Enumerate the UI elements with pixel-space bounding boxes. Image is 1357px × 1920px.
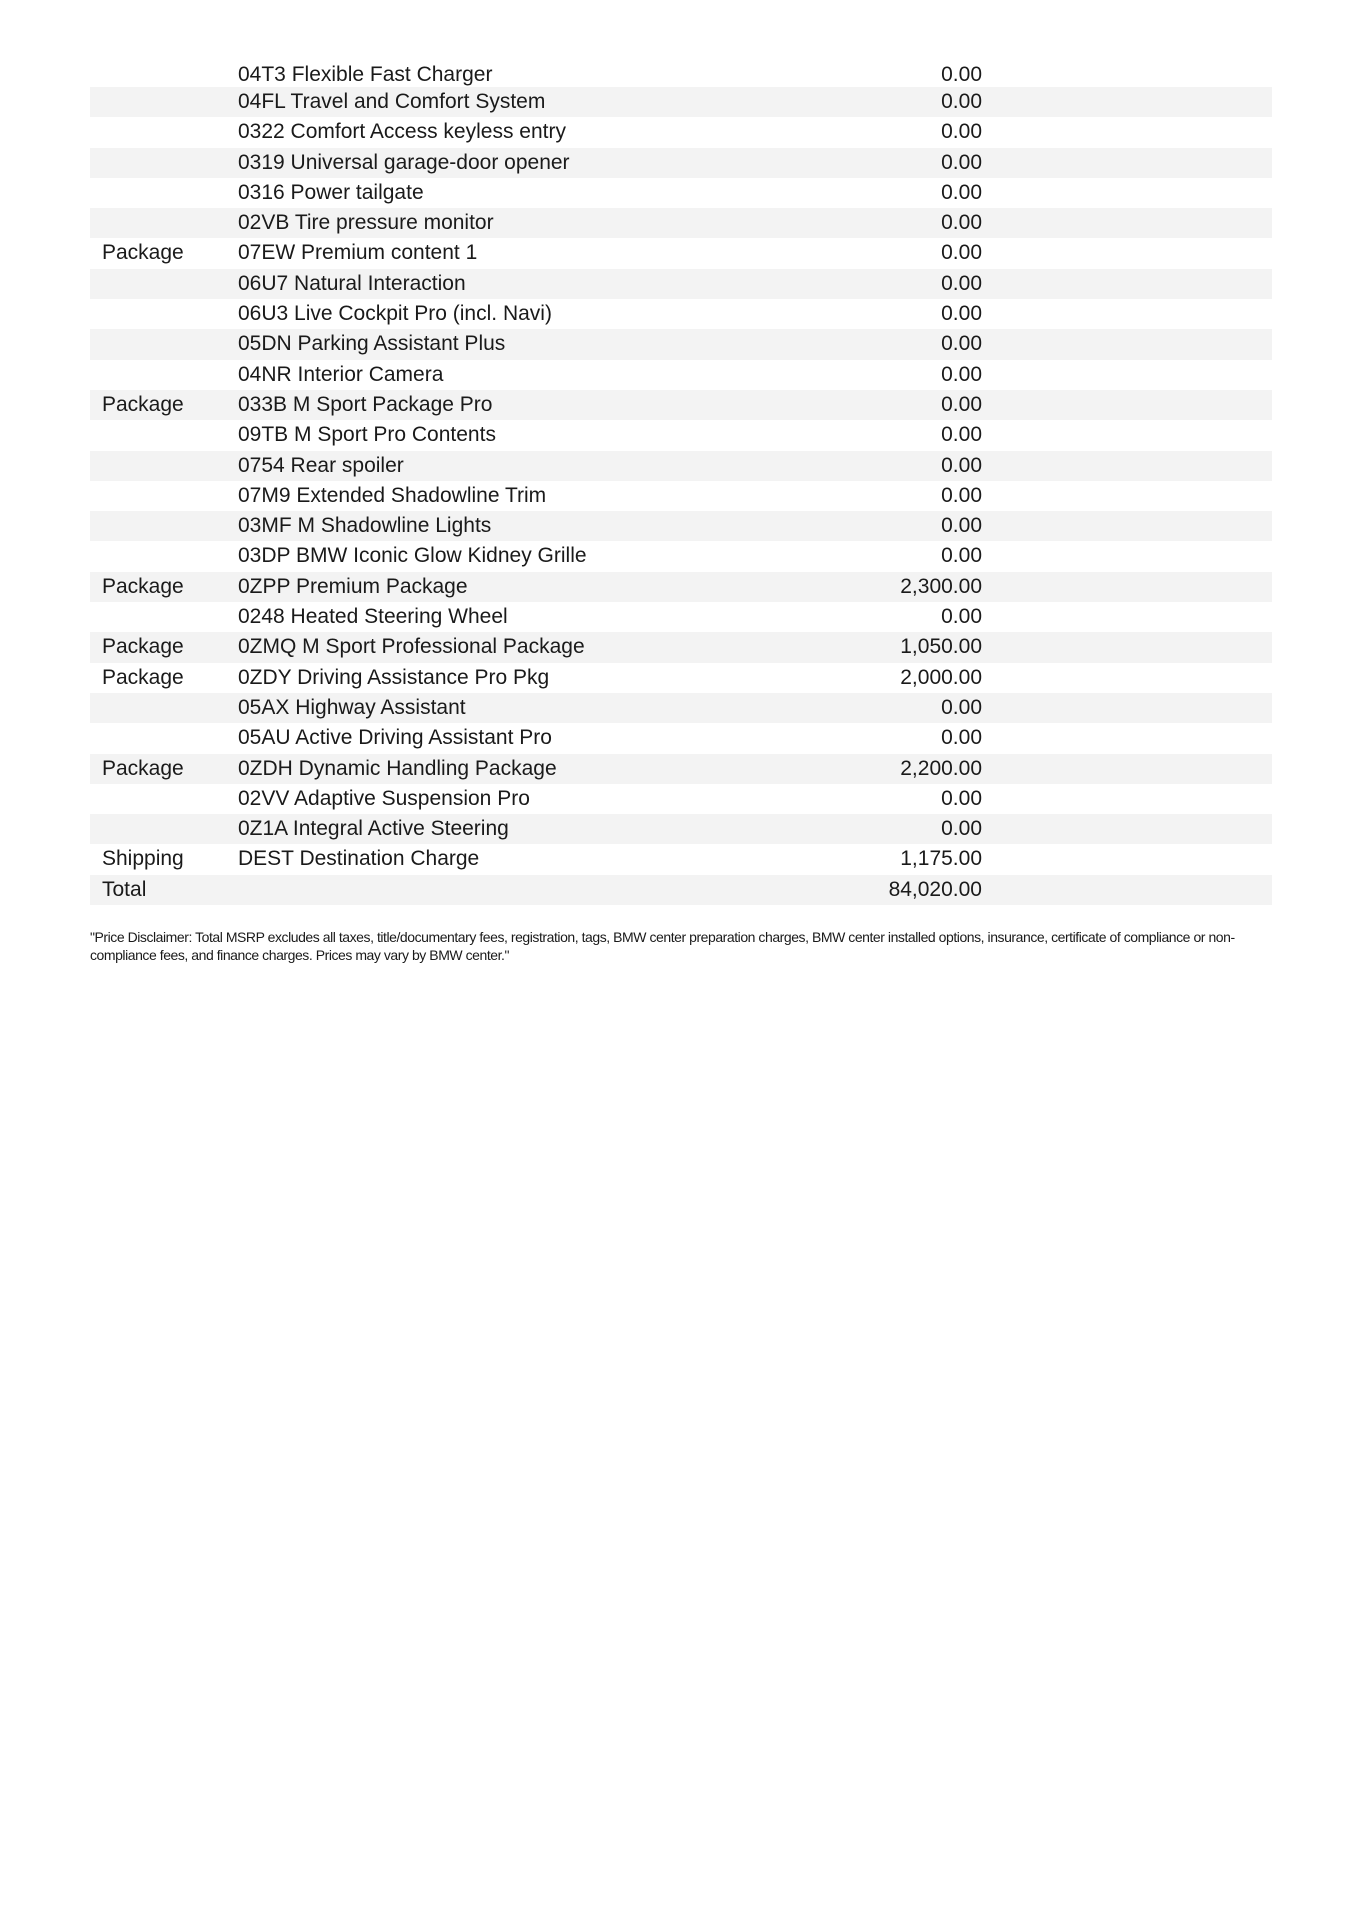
row-price: 0.00: [941, 453, 982, 477]
row-item: 03MF M Shadowline Lights: [238, 514, 492, 538]
row-price: 0.00: [941, 605, 982, 629]
row-price: 0.00: [941, 241, 982, 265]
row-price: 2,200.00: [900, 756, 982, 780]
row-category: Shipping: [102, 847, 184, 871]
row-price: 0.00: [941, 544, 982, 568]
row-item: 07M9 Extended Shadowline Trim: [238, 483, 547, 507]
row-price: 0.00: [941, 302, 982, 326]
row-item: 0754 Rear spoiler: [238, 453, 404, 477]
row-price: 2,300.00: [900, 574, 982, 598]
row-item: 0319 Universal garage-door opener: [238, 150, 570, 174]
row-price: 0.00: [941, 514, 982, 538]
row-item: 0ZDY Driving Assistance Pro Pkg: [238, 665, 550, 689]
row-item: 05AU Active Driving Assistant Pro: [238, 726, 552, 750]
options-price-table: [90, 63, 1272, 905]
row-item: 06U7 Natural Interaction: [238, 271, 466, 295]
row-item: 05DN Parking Assistant Plus: [238, 332, 506, 356]
table-row: [90, 844, 1272, 874]
row-item: 04T3 Flexible Fast Charger: [238, 63, 493, 86]
table-row: [90, 511, 1272, 541]
table-row: [90, 723, 1272, 753]
table-row: [90, 632, 1272, 662]
row-price: 0.00: [941, 786, 982, 810]
row-price: 0.00: [941, 817, 982, 841]
row-price: 0.00: [941, 483, 982, 507]
table-row: [90, 602, 1272, 632]
row-item: 09TB M Sport Pro Contents: [238, 423, 496, 447]
row-price: 0.00: [941, 90, 982, 113]
table-row: [90, 299, 1272, 329]
table-row: [90, 360, 1272, 390]
row-price: 0.00: [941, 63, 982, 86]
table-row: [90, 754, 1272, 784]
row-item: 02VB Tire pressure monitor: [238, 211, 494, 235]
price-sheet: [90, 63, 1272, 964]
row-price: 0.00: [941, 726, 982, 750]
row-price: 0.00: [941, 362, 982, 386]
row-item: 033B M Sport Package Pro: [238, 392, 493, 416]
table-row: [90, 63, 1272, 87]
row-price: 0.00: [941, 392, 982, 416]
row-price: 84,020.00: [888, 877, 982, 901]
row-item: 03DP BMW Iconic Glow Kidney Grille: [238, 544, 587, 568]
row-item: 04NR Interior Camera: [238, 362, 444, 386]
row-category: Package: [102, 392, 184, 416]
row-price: 0.00: [941, 150, 982, 174]
row-price: 0.00: [941, 211, 982, 235]
table-row: [90, 238, 1272, 268]
table-row: [90, 784, 1272, 814]
table-row: [90, 663, 1272, 693]
table-row: [90, 693, 1272, 723]
row-price: 2,000.00: [900, 665, 982, 689]
row-price: 0.00: [941, 120, 982, 144]
price-disclaimer: "Price Disclaimer: Total MSRP excludes all taxes, title/documentary fees, registration, tags, BMW center preparation charges, BMW center installed options, insurance, certificate of compliance or non-compliance fees, and finance charges. Prices may vary by BMW center.": [90, 929, 1235, 964]
row-item: 0316 Power tailgate: [238, 180, 424, 204]
table-row: [90, 420, 1272, 450]
table-row: [90, 451, 1272, 481]
row-category: Package: [102, 635, 184, 659]
table-row: [90, 117, 1272, 147]
row-price: 0.00: [941, 271, 982, 295]
row-price: 1,175.00: [900, 847, 982, 871]
row-item: 0Z1A Integral Active Steering: [238, 817, 509, 841]
row-price: 0.00: [941, 695, 982, 719]
row-item: 0ZDH Dynamic Handling Package: [238, 756, 557, 780]
table-row: [90, 208, 1272, 238]
row-item: 04FL Travel and Comfort System: [238, 90, 546, 113]
row-item: 02VV Adaptive Suspension Pro: [238, 786, 530, 810]
row-item: 0248 Heated Steering Wheel: [238, 605, 508, 629]
table-row: [90, 572, 1272, 602]
table-row: [90, 269, 1272, 299]
row-category: Total: [102, 877, 147, 901]
row-price: 0.00: [941, 180, 982, 204]
row-category: Package: [102, 756, 184, 780]
row-price: 1,050.00: [900, 635, 982, 659]
table-row: [90, 329, 1272, 359]
row-item: 07EW Premium content 1: [238, 241, 478, 265]
row-category: Package: [102, 574, 184, 598]
table-row: [90, 390, 1272, 420]
row-item: 06U3 Live Cockpit Pro (incl. Navi): [238, 302, 552, 326]
row-category: Package: [102, 241, 184, 265]
table-row: [90, 481, 1272, 511]
row-item: 0ZMQ M Sport Professional Package: [238, 635, 585, 659]
row-item: DEST Destination Charge: [238, 847, 480, 871]
table-row: [90, 148, 1272, 178]
row-price: 0.00: [941, 332, 982, 356]
table-row: [90, 87, 1272, 117]
table-row: [90, 178, 1272, 208]
row-price: 0.00: [941, 423, 982, 447]
row-category: Package: [102, 665, 184, 689]
row-item: 05AX Highway Assistant: [238, 695, 466, 719]
row-item: 0ZPP Premium Package: [238, 574, 468, 598]
row-item: 0322 Comfort Access keyless entry: [238, 120, 566, 144]
table-row: [90, 541, 1272, 571]
table-row: [90, 814, 1272, 844]
table-row: [90, 875, 1272, 905]
